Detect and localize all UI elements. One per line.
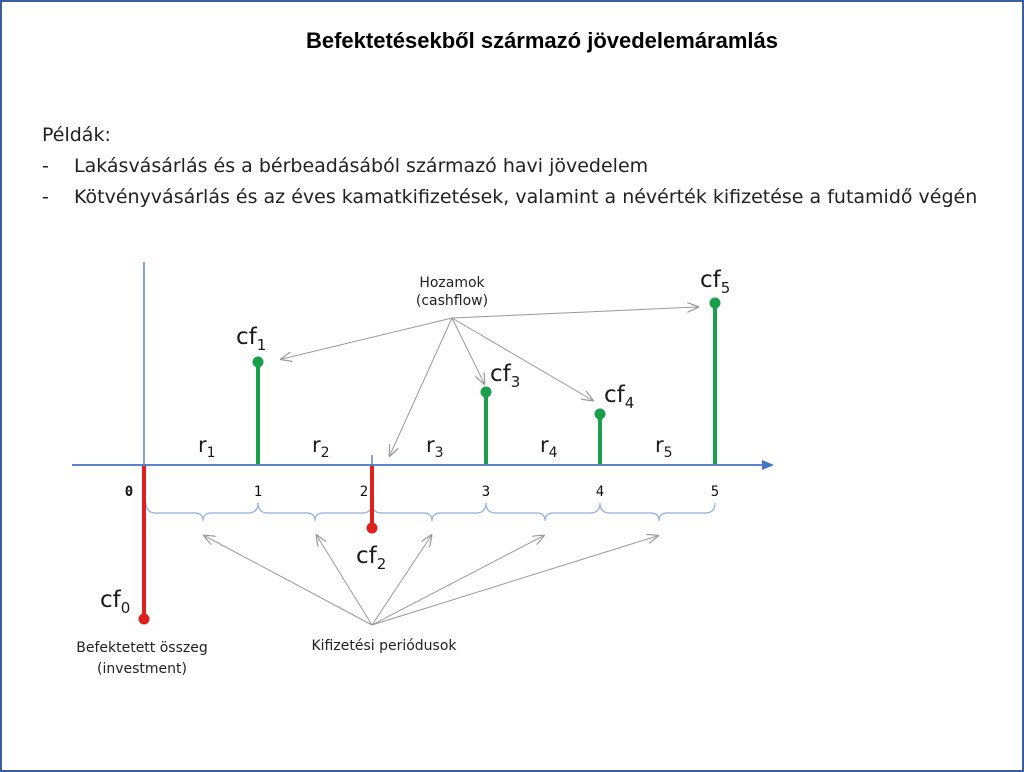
period-braces <box>146 503 715 521</box>
arrow-to-cf4 <box>452 318 592 400</box>
list-item-text: Lakásvásárlás és a bérbeadásából származó havi jövedelem <box>74 155 649 177</box>
period-brace-5 <box>600 503 715 521</box>
rate-label-3 <box>426 433 444 461</box>
rate-sub: 5 <box>663 445 673 461</box>
arrow-to-period-3 <box>372 536 431 625</box>
rate-label-4 <box>540 433 558 461</box>
period-brace-4 <box>486 503 600 521</box>
cf3-dot <box>481 387 492 398</box>
rate-sub: 4 <box>548 445 558 461</box>
bullet-dash: - <box>42 186 49 208</box>
cf-sub: 5 <box>720 279 731 297</box>
tick-label-4: 4 <box>595 484 605 500</box>
investment-label-sub: (investment) <box>97 661 187 677</box>
tick-labels <box>125 484 719 500</box>
cf-label-1 <box>236 324 266 354</box>
rate-sub: 3 <box>434 445 444 461</box>
returns-label-sub: (cashflow) <box>415 293 489 309</box>
examples-heading: Példák: <box>42 124 111 146</box>
cf2-dot <box>367 523 378 534</box>
rate-base: r <box>426 433 435 457</box>
period-brace-3 <box>372 503 486 521</box>
bullet-dash: - <box>42 155 49 177</box>
cf1-dot <box>253 357 264 368</box>
tick-label-0: 0 <box>124 484 134 500</box>
tick-label-3: 3 <box>481 484 491 500</box>
tick-label-2: 2 <box>359 484 369 500</box>
cf-base: cf <box>100 587 121 613</box>
cf-base: cf <box>700 267 721 293</box>
rate-base: r <box>655 433 664 457</box>
arrow-to-cf2 <box>390 318 452 455</box>
list-item-text: Kötvényvásárlás és az éves kamatkifizetések, valamint a névérték kifizetése a futamidő végén <box>74 186 978 208</box>
rate-base: r <box>540 433 549 457</box>
cf-base: cf <box>236 324 257 350</box>
arrow-to-cf5 <box>452 307 697 318</box>
cf-label-5 <box>700 267 730 297</box>
arrow-to-period-5 <box>372 536 657 625</box>
period-arrows <box>205 536 657 625</box>
rate-label-5 <box>655 433 673 461</box>
cf-sub: 2 <box>376 555 387 573</box>
cf-base: cf <box>604 382 625 408</box>
cf-label-2 <box>356 543 386 573</box>
rate-base: r <box>312 433 321 457</box>
cf5-dot <box>710 298 721 309</box>
rate-label-1 <box>198 433 216 461</box>
rate-sub: 2 <box>320 445 330 461</box>
page-title: Befektetésekből származó jövedelemáramlás <box>305 28 778 53</box>
rate-sub: 1 <box>206 445 216 461</box>
cf-sub: 0 <box>120 599 131 617</box>
cf-base: cf <box>356 543 377 569</box>
tick-label-5: 5 <box>710 484 720 500</box>
rate-label-2 <box>312 433 330 461</box>
cf-sub: 4 <box>624 394 635 412</box>
cf-sub: 1 <box>256 336 267 354</box>
cashflow-labels <box>100 267 730 617</box>
periods-label: Kifizetési periódusok <box>311 638 457 654</box>
cf-label-0 <box>100 587 130 617</box>
investment-label: Befektetett összeg <box>76 640 208 656</box>
cf-label-4 <box>604 382 634 412</box>
arrow-to-period-4 <box>372 536 543 625</box>
tick-label-1: 1 <box>253 484 263 500</box>
rate-base: r <box>198 433 207 457</box>
arrow-to-period-1 <box>205 536 372 625</box>
arrow-to-cf1 <box>282 318 452 359</box>
cf-sub: 3 <box>510 373 521 391</box>
cf-label-3 <box>490 361 520 391</box>
cf0-dot <box>139 614 150 625</box>
cf-base: cf <box>490 361 511 387</box>
returns-label: Hozamok <box>419 275 485 291</box>
period-brace-1 <box>146 503 258 521</box>
cf4-dot <box>595 409 606 420</box>
period-brace-2 <box>258 503 372 521</box>
cashflow-stems <box>139 298 721 625</box>
